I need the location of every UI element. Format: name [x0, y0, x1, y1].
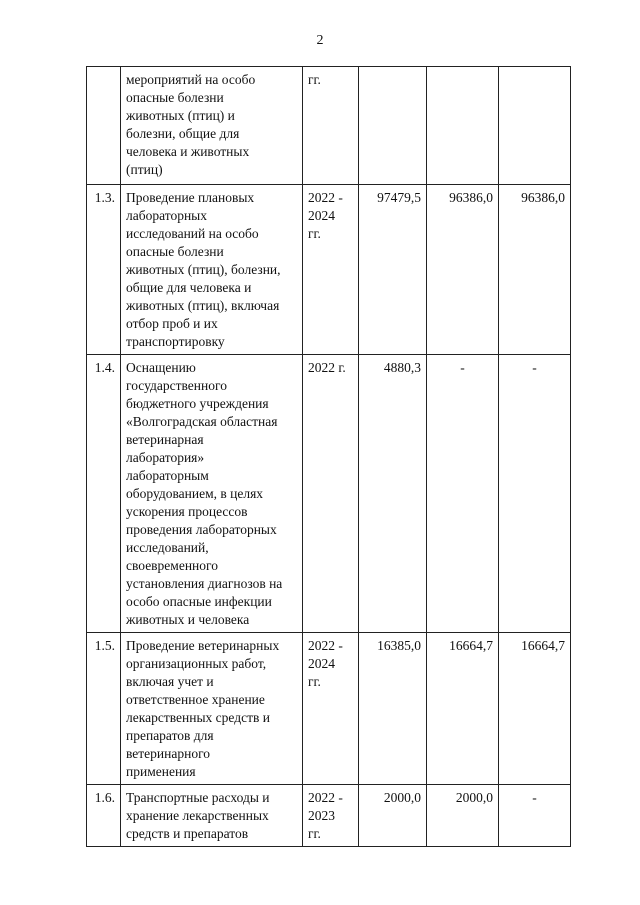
row-number: 1.5.: [87, 633, 121, 785]
years-cell: 2022 - 2024 гг.: [303, 633, 359, 785]
value-2023: -: [427, 355, 499, 633]
value-2024: -: [499, 355, 571, 633]
program-activities-table: [86, 66, 571, 847]
value-2022: 4880,3: [359, 355, 427, 633]
row-number: 1.4.: [87, 355, 121, 633]
table-row: [87, 633, 571, 785]
value-2022: 97479,5: [359, 185, 427, 355]
value-2023: [427, 67, 499, 185]
value-2022: [359, 67, 427, 185]
page-number: 2: [316, 33, 324, 48]
value-2023: 2000,0: [427, 785, 499, 847]
years-cell: 2022 - 2024 гг.: [303, 185, 359, 355]
activity-name: мероприятий на особо опасные болезни животных (птиц) и болезни, общие для человека и животных (птиц): [121, 67, 303, 185]
activity-name: Оснащению государственного бюджетного учреждения «Волгоградская областная ветеринарная лаборатория» лабораторным оборудованием, в целях ускорения процессов проведения лабораторных исследований, своевременного установления диагнозов на особо опасные инфекции животных и человека: [121, 355, 303, 633]
value-2024: 96386,0: [499, 185, 571, 355]
table-row: [87, 67, 571, 185]
activity-name: Транспортные расходы и хранение лекарственных средств и препаратов: [121, 785, 303, 847]
value-2024: 16664,7: [499, 633, 571, 785]
value-2024: -: [499, 785, 571, 847]
activity-name: Проведение ветеринарных организационных работ, включая учет и ответственное хранение лекарственных средств и препаратов для ветеринарного применения: [121, 633, 303, 785]
activity-name: Проведение плановых лабораторных исследований на особо опасные болезни животных (птиц), болезни, общие для человека и животных (птиц), включая отбор проб и их транспортировку: [121, 185, 303, 355]
value-2022: 2000,0: [359, 785, 427, 847]
value-2022: 16385,0: [359, 633, 427, 785]
value-2024: [499, 67, 571, 185]
row-number: [87, 67, 121, 185]
row-number: 1.6.: [87, 785, 121, 847]
years-cell: 2022 - 2023 гг.: [303, 785, 359, 847]
years-cell: гг.: [303, 67, 359, 185]
years-cell: 2022 г.: [303, 355, 359, 633]
table-row: [87, 785, 571, 847]
row-number: 1.3.: [87, 185, 121, 355]
value-2023: 16664,7: [427, 633, 499, 785]
value-2023: 96386,0: [427, 185, 499, 355]
table-row: [87, 185, 571, 355]
table-row: [87, 355, 571, 633]
